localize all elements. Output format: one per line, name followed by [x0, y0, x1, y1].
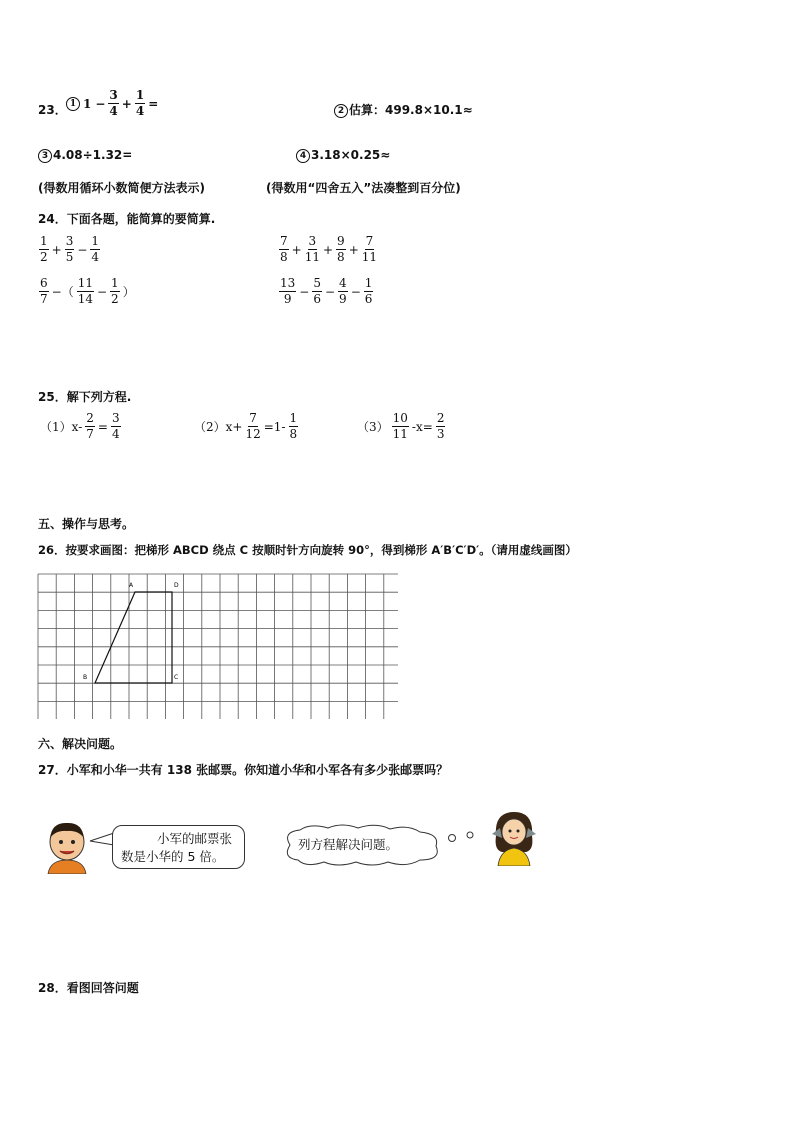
- q23-part1: [66, 89, 160, 118]
- q26-title: 26．按要求画图：把梯形 ABCD 绕点 C 按顺时针方向旋转 90°，得到梯形 A′B′C′D′。（请用虚线画图）: [38, 543, 577, 557]
- speech-bubble-1: [112, 825, 245, 869]
- fraction: $\frac{3}{4}$: [109, 88, 118, 118]
- point-a-label: A: [129, 582, 134, 589]
- circle-number-1: 1: [66, 97, 80, 111]
- q28-title: 28．看图回答问题: [38, 981, 139, 995]
- q24-expression-1: $\frac{1}{2}$ + $\frac{3}{5}$ − $\frac{1}{4}$: [40, 234, 100, 264]
- bubble1-line2: 数是小华的 5 倍。: [121, 849, 225, 864]
- q23-part4: [296, 148, 390, 163]
- circle-number-2: 2: [334, 104, 348, 118]
- q24-expression-3: $\frac{6}{7}$ −（ $\frac{11}{14}$ − $\frac{1}{2}$ ）: [40, 276, 135, 306]
- plus-sign: +: [121, 96, 132, 111]
- point-b-label: B: [83, 674, 88, 681]
- q23-lead: 1: [83, 96, 92, 111]
- circle-number-3: 3: [38, 149, 52, 163]
- point-c-label: C: [174, 674, 179, 681]
- q25-equation-1: （1）x- $\frac{2}{7}$ = $\frac{3}{4}$: [40, 411, 120, 441]
- trapezoid-abcd: [95, 592, 172, 683]
- equals-sign: =: [148, 96, 159, 111]
- q23-part3-text: 4.08÷1.32=: [53, 148, 133, 162]
- grid-lines: [38, 574, 398, 719]
- girl-avatar: [488, 806, 540, 866]
- q23-part3: [38, 148, 132, 163]
- q24-title: 24．下面各题，能简算的要简算.: [38, 212, 216, 226]
- section-five-heading: 五、操作与思考。: [38, 517, 135, 531]
- q23-part4-text: 3.18×0.25≈: [311, 148, 391, 162]
- q23-part2-text: 估算：499.8×10.1≈: [349, 103, 473, 117]
- q23-note2: (得数用“四舍五入”法凑整到百分位): [266, 181, 461, 195]
- bubble1-line1: 小军的邮票张: [157, 831, 233, 846]
- q24-expression-4: $\frac{13}{9}$ − $\frac{5}{6}$ − $\frac{4}{9}$ − $\frac{1}{6}$: [280, 276, 373, 306]
- thought-bubble-text: 列方程解决问题。: [298, 837, 399, 852]
- q25-equation-3: （3） $\frac{10}{11}$ -x= $\frac{2}{3}$: [357, 411, 445, 441]
- fraction: $\frac{1}{4}$: [135, 88, 145, 118]
- q27-title: 27．小军和小华一共有 138 张邮票。你知道小华和小军各有多少张邮票吗？: [38, 763, 449, 777]
- q25-title: 25．解下列方程.: [38, 390, 132, 404]
- q23-number: 23．: [38, 103, 67, 117]
- q23-part2: [334, 101, 473, 118]
- q25-equation-2: （2）x+ $\frac{7}{12}$ =1- $\frac{1}{8}$: [194, 411, 298, 441]
- minus-sign: −: [95, 96, 106, 111]
- circle-number-4: 4: [296, 149, 310, 163]
- q24-expression-2: $\frac{7}{8}$ + $\frac{3}{11}$ + $\frac{9}{8}$ + $\frac{7}{11}$: [280, 234, 378, 264]
- boy-avatar: [42, 818, 92, 874]
- section-six-heading: 六、解决问题。: [38, 737, 123, 751]
- q23-note1: (得数用循环小数简便方法表示): [38, 181, 205, 195]
- point-d-label: D: [174, 582, 179, 589]
- trapezoid-grid: [37, 573, 401, 722]
- thought-dots: [446, 828, 486, 844]
